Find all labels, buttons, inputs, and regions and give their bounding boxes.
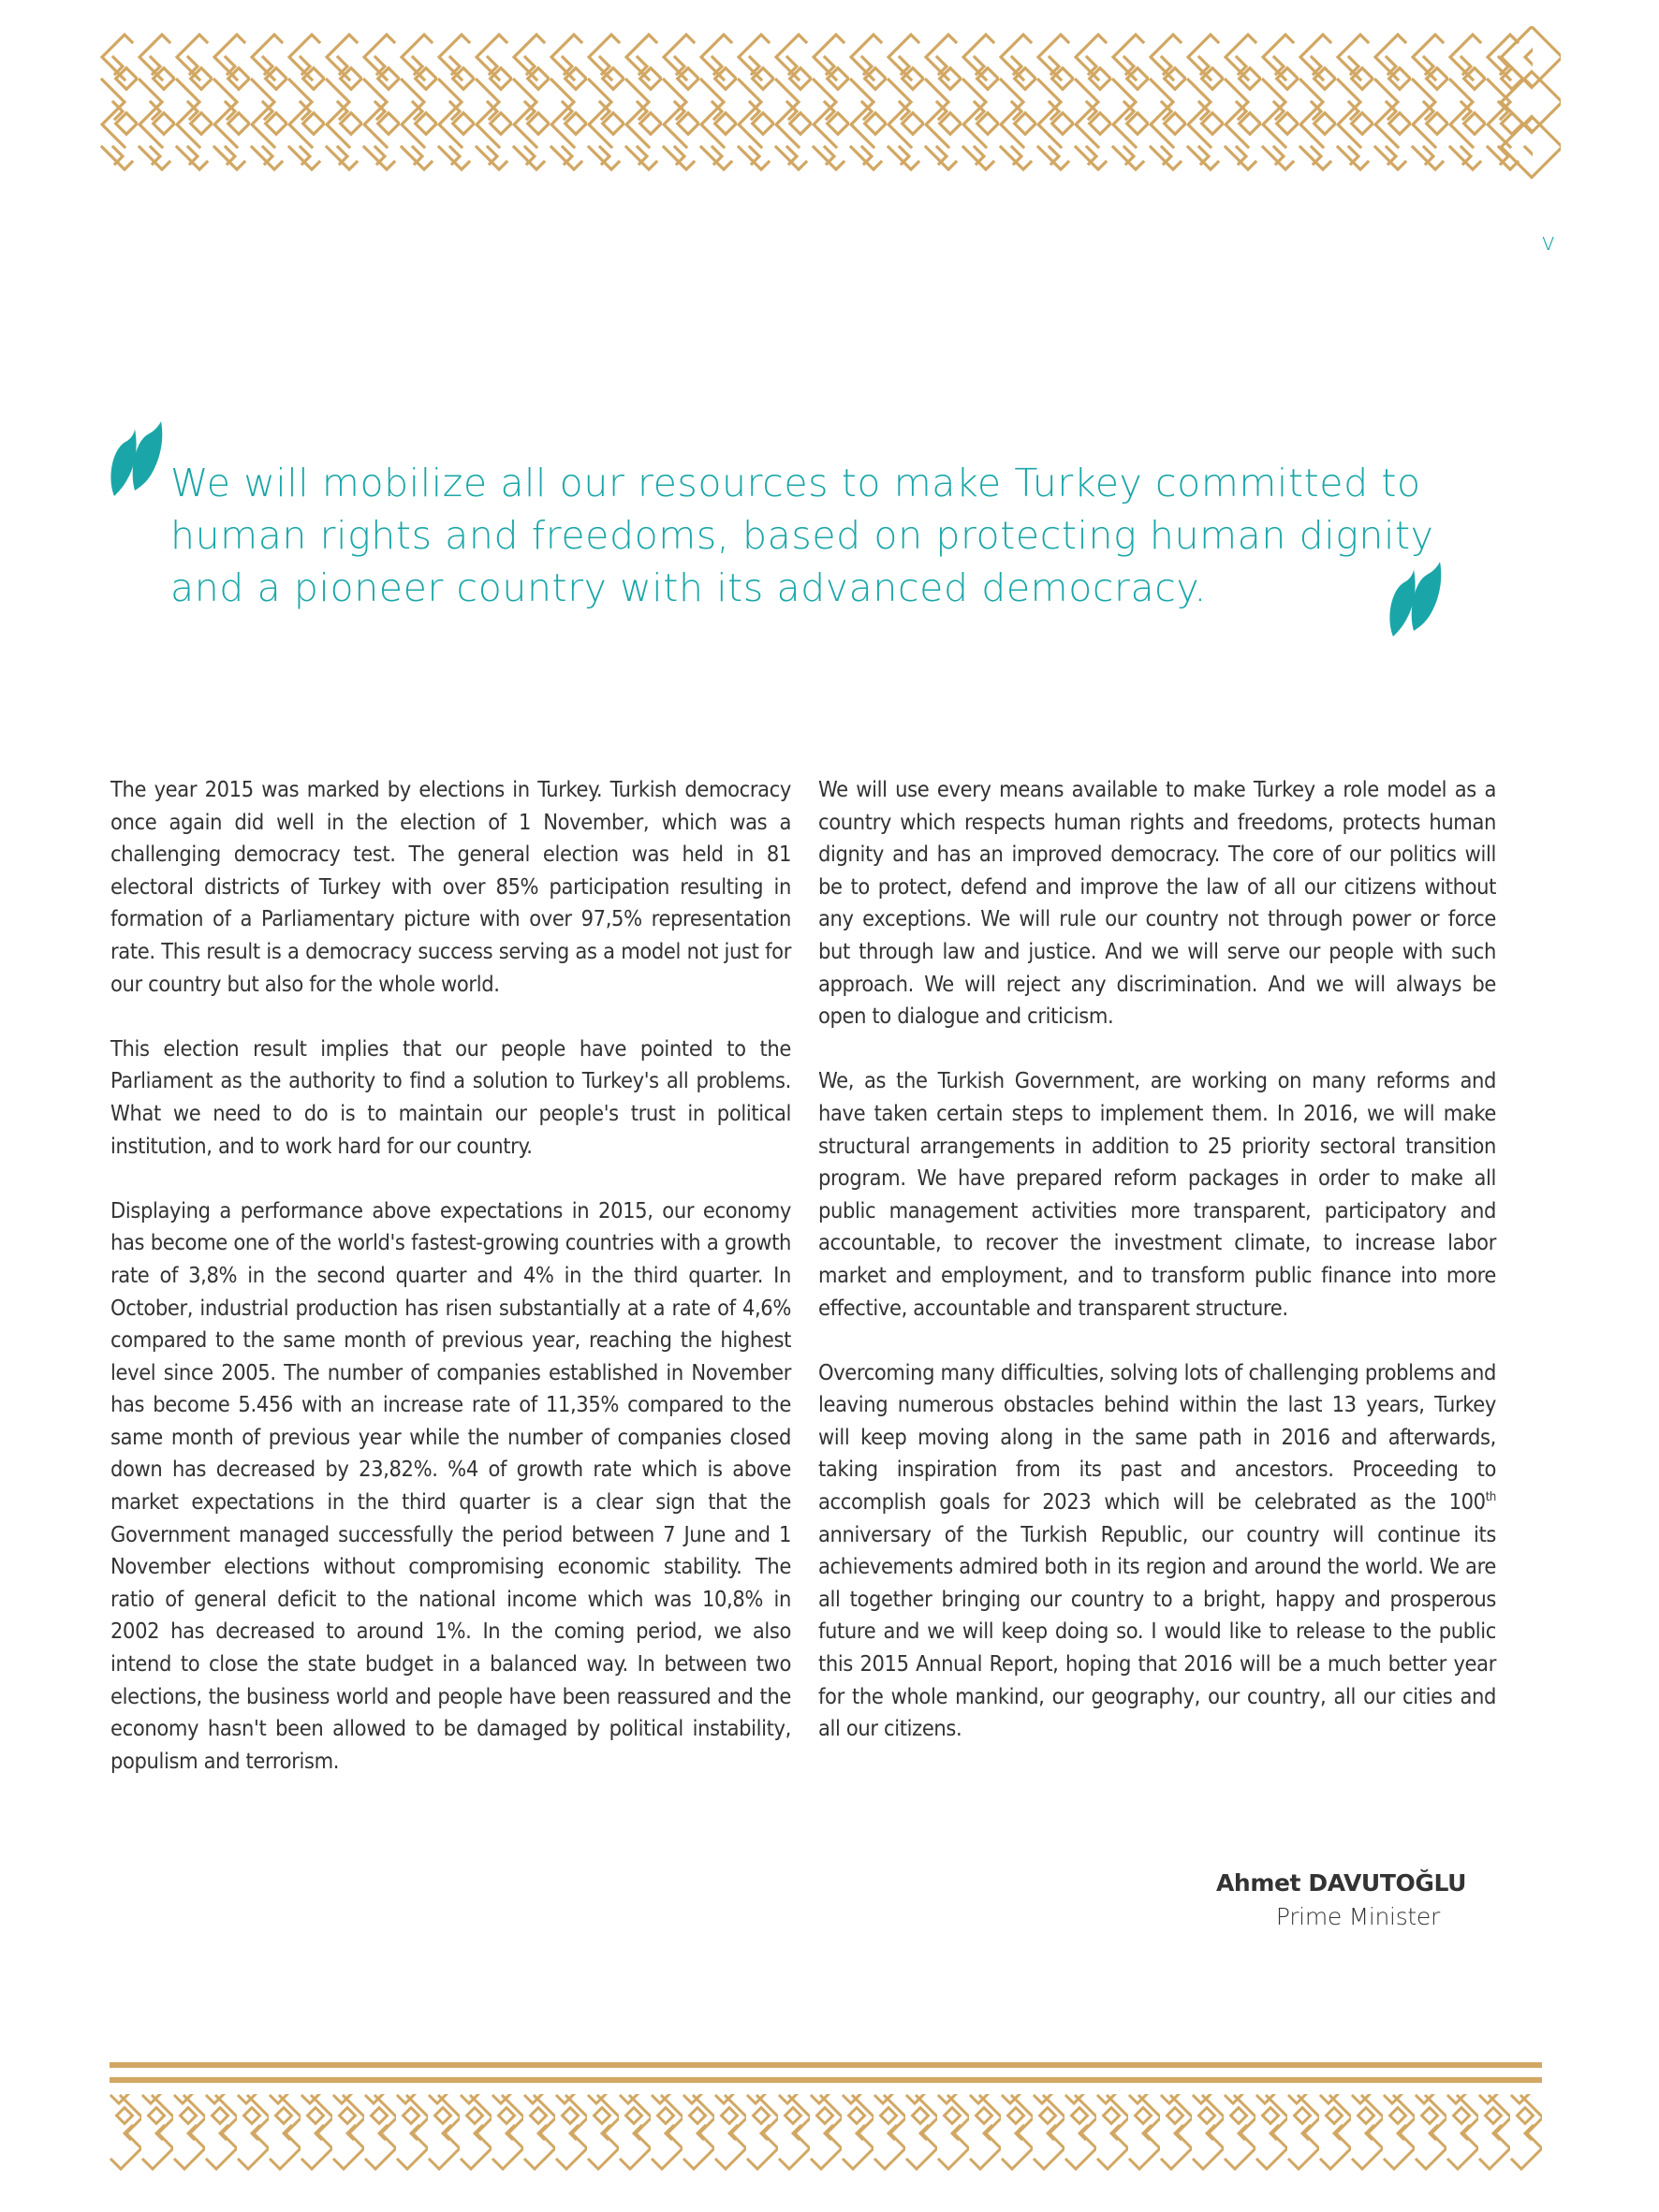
top-ornament-border-icon [100,26,1561,183]
ordinal-superscript: th [1485,1490,1496,1505]
paragraph-human-rights: We will use every means available to make Turkey a role model as a country which respects human rights and freedoms, protects human dignity and has an improved democracy. The core of our politics will be to protect, defend and improve the law of all our citizens without any exceptions. We will rule our country not through power or force but through law and justice. And we will serve our people with such approach. We will reject any discrimination. And we will always be open to dialogue and criticism. [818,776,1496,1030]
paragraph-reforms: We, as the Turkish Government, are working on many reforms and have taken certain steps to implement them. In 2016, we will make structural arrangements in addition to 25 priority sectoral transition program. We have prepared reform packages in order to make all public management activities more transparent, participatory and accountable, to recover the investment climate, to increase labor market and employment, and to transform public finance into more effective, accountable and transparent structure. [818,1067,1496,1321]
pull-quote-line: We will mobilize all our resources to make Turkey committed to [170,461,1421,505]
closing-text-part-2: anniversary of the Turkish Republic, our country will continue its achievements admired both in its region and around the world. We are all together bringing our country to a bright, happy and prosperous future and we will keep doing so. I would like to release to the public this 2015 Annual Report, hoping that 2016 will be a much better year for the whole mankind, our geography, our country, all our cities and all our citizens. [818,1520,1496,1742]
body-column-right [818,773,1496,1777]
divider-line-lower [110,2077,1542,2083]
pull-quote-line: and a pioneer country with its advanced democracy. [170,565,1207,610]
paragraph-elections: The year 2015 was marked by elections in Turkey. Turkish democracy once again did well in the election of 1 November, which was a challenging democracy test. The general election was held in 81 electoral districts of Turkey with over 85% participation resulting in formation of a Parliamentary picture with over 97,5% representation rate. This result is a democracy success serving as a model not just for our country but also for the whole world. [110,776,791,997]
paragraph-parliament: This election result implies that our people have pointed to the Parliament as the authority to find a solution to Turkey's all problems. What we need to do is to maintain our people's trust in political institution, and to work hard for our country. [110,1034,791,1159]
page-number: v [1541,228,1556,256]
body-column-left [110,773,791,1809]
paragraph-economy: Displaying a performance above expectations in 2015, our economy has become one of the world's fastest-growing countries with a growth rate of 3,8% in the second quarter and 4% in the third quarter. In October, industrial production has risen substantially at a rate of 4,6% compared to the same month of previous year, reaching the highest level since 2005. The number of companies established in November has become 5.456 with an increase rate of 11,35% compared to the same month of previous year while the number of companies closed down has decreased by 23,82%. %4 of growth rate which is above market expectations in the third quarter is a clear sign that the Government managed successfully the period between 7 June and 1 November elections without compromising economic stability. The ratio of general deficit to the national income which was 10,8% in 2002 has decreased to around 1%. In the coming period, we also intend to close the state budget in a balanced way. In between two elections, the business world and people have been reassured and the economy hasn't been allowed to be damaged by political instability, populism and terrorism. [110,1196,791,1774]
signature-block [1123,1868,1466,1935]
bottom-ornament-border-icon [110,2094,1542,2173]
bottom-double-line-divider [110,2062,1542,2096]
closing-text-part-1: Overcoming many difficulties, solving lots of challenging problems and leaving numerous obstacles behind within the last 13 years, Turkey will keep moving along in the same path in 2016 and afterwards, taking inspiration from its past and ancestors. Proceeding to accomplish goals for 2023 which will be celebrated as the 100 [818,1358,1496,1516]
divider-line-upper [110,2062,1542,2068]
pull-quote-line: human rights and freedoms, based on protecting human dignity [170,513,1434,558]
open-quote-leaf-icon [107,421,165,498]
close-quote-leaf-icon [1386,562,1444,638]
signatory-title: Prime Minister [1275,1903,1440,1930]
pull-quote [170,457,1434,614]
paragraph-closing [818,1356,1496,1745]
signatory-name: Ahmet DAVUTOĞLU [1215,1869,1466,1897]
